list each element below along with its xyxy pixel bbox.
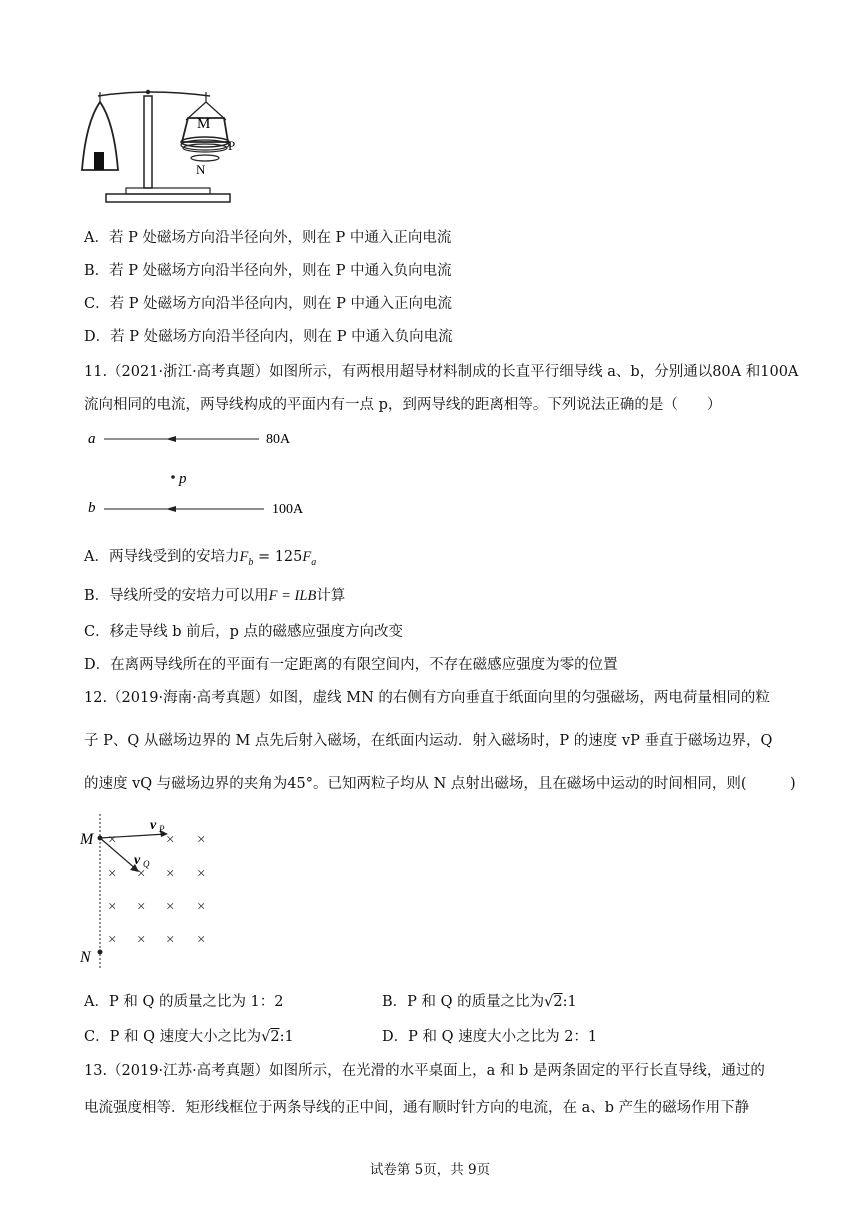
balance-base (106, 194, 230, 202)
svg-text:P: P (159, 824, 165, 834)
q12-stem-line3: 的速度 vQ 与磁场边界的夹角为45°。已知两粒子均从 N 点射出磁场，且在磁场中运动的时间相同，则( ) (84, 776, 796, 792)
svg-text:×: × (108, 932, 117, 948)
label-P: P (228, 138, 236, 153)
q10-option-a: A．若 P 处磁场方向沿半径向外，则在 P 中通入正向电流 (84, 230, 452, 246)
svg-text:×: × (197, 899, 206, 915)
q11-stem-line2: 流向相同的电流，两导线构成的平面内有一点 p，到两导线的距离相等。下列说法正确的是（ ） (84, 397, 722, 413)
point-p (171, 475, 175, 479)
svg-text:×: × (137, 866, 146, 882)
point-p-label: p (179, 471, 187, 487)
svg-text:×: × (197, 832, 206, 848)
svg-text:×: × (108, 832, 117, 848)
current-b-label: 100A (272, 502, 304, 517)
label-M: M (197, 116, 211, 132)
q10-option-d: D．若 P 处磁场方向沿半径向内，则在 P 中通入负向电流 (84, 329, 453, 345)
svg-text:×: × (197, 866, 206, 882)
q12-option-b: B．P 和 Q 的质量之比为√2:1 (382, 994, 577, 1010)
svg-text:Q: Q (143, 859, 150, 869)
balance-figure (78, 82, 258, 212)
q12-option-a: A．P 和 Q 的质量之比为 1：2 (84, 994, 284, 1010)
point-M-label: M (80, 831, 94, 848)
magnetic-field-figure (80, 814, 230, 974)
parallel-wires-figure (84, 428, 324, 523)
svg-text:×: × (108, 866, 117, 882)
q12-option-d: D．P 和 Q 速度大小之比为 2：1 (382, 1029, 598, 1045)
q10-option-c: C．若 P 处磁场方向沿半径向内，则在 P 中通入正向电流 (84, 296, 453, 312)
balance-beam (98, 92, 210, 96)
point-N-label: N (80, 949, 91, 966)
svg-text:×: × (166, 832, 175, 848)
q12-stem-line1: 12.（2019·海南·高考真题）如图，虚线 MN 的右侧有方向垂直于纸面向里的匀强磁场，两电荷量相同的粒 (84, 690, 770, 706)
q11-option-b: B．导线所受的安培力可以用F = ILB计算 (84, 588, 346, 604)
q11-option-d: D．在离两导线所在的平面有一定距离的有限空间内，不存在磁感应强度为零的位置 (84, 657, 618, 673)
svg-text:×: × (137, 899, 146, 915)
q11-stem-line1: 11.（2021·浙江·高考真题）如图所示，有两根用超导材料制成的长直平行细导线 a、b，分别通以80A 和100A (84, 364, 799, 380)
svg-text:v: v (134, 853, 141, 868)
q11-option-a: A．两导线受到的安培力$F_b = 125F_a$ (84, 549, 317, 568)
q12-stem-line2: 子 P、Q 从磁场边界的 M 点先后射入磁场，在纸面内运动．射入磁场时，P 的速度 vP 垂直于磁场边界，Q (84, 733, 773, 749)
q12-option-c: C．P 和 Q 速度大小之比为√2:1 (84, 1029, 294, 1045)
current-a-label: 80A (266, 432, 291, 447)
page-footer: 试卷第 5页，共 9页 (369, 1162, 491, 1178)
velocity-Q-arrow (100, 838, 137, 870)
field-crosses (108, 832, 205, 948)
svg-text:×: × (166, 866, 175, 882)
svg-text:×: × (166, 899, 175, 915)
q11-option-c: C．移走导线 b 前后，p 点的磁感应强度方向改变 (84, 624, 403, 640)
svg-text:v: v (150, 818, 157, 833)
wire-b-label: b (88, 500, 96, 516)
q13-stem-line1: 13.（2019·江苏·高考真题）如图所示，在光滑的水平桌面上，a 和 b 是两条固定的平行长直导线，通过的 (84, 1063, 765, 1079)
svg-text:×: × (197, 932, 206, 948)
wire-a-label: a (88, 431, 96, 447)
svg-text:×: × (137, 932, 146, 948)
balance-pillar (144, 96, 152, 188)
svg-text:×: × (108, 899, 117, 915)
magnet-N (191, 155, 219, 161)
q13-stem-line2: 电流强度相等．矩形线框位于两条导线的正中间，通有顺时针方向的电流，在 a、b 产生的磁场作用下静 (84, 1100, 750, 1116)
svg-text:×: × (166, 932, 175, 948)
q10-option-b: B．若 P 处磁场方向沿半径向外，则在 P 中通入负向电流 (84, 263, 452, 279)
label-N: N (196, 162, 206, 177)
